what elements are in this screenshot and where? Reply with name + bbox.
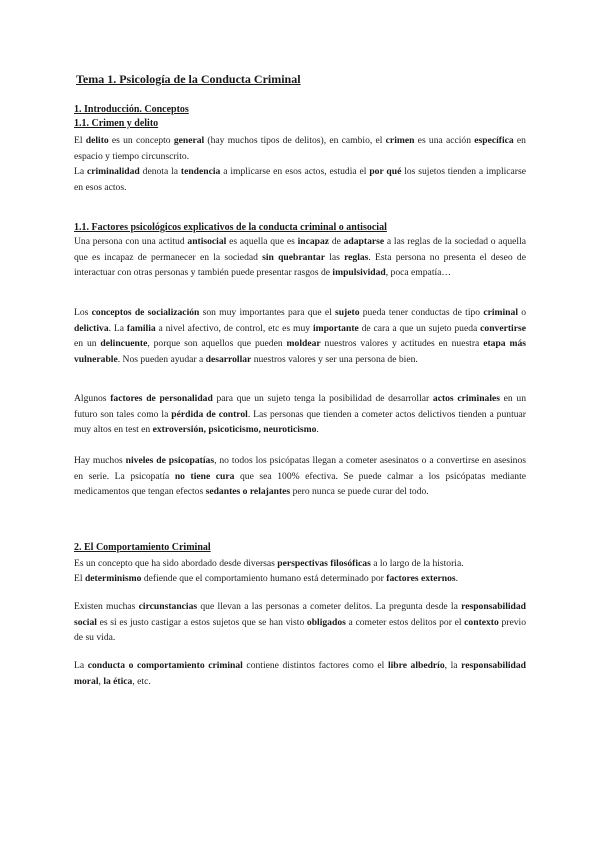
paragraph-conducta xyxy=(74,658,526,689)
text-run: La xyxy=(74,660,88,671)
text-run: a las reglas de la sociedad o aquella que es incapaz de permanecer en la sociedad xyxy=(74,236,527,263)
bold-term: responsabilidad social xyxy=(74,601,526,628)
bold-term: sin quebrantar xyxy=(262,251,325,263)
text-run: de xyxy=(329,236,344,247)
bold-term: pérdida de control xyxy=(171,408,248,420)
bold-term: delito xyxy=(85,135,109,146)
text-run: previo de su vida. xyxy=(74,616,526,644)
bold-term: sujeto xyxy=(334,307,360,318)
bold-term: factores externos xyxy=(386,573,456,584)
text-run: , no todos los psicópatas llegan a cometer asesinatos o a convertirse en asesinos en serie. La psicopatía xyxy=(74,455,526,482)
paragraph-antisocial xyxy=(74,234,526,281)
bold-term: niveles de psicopatías xyxy=(125,455,215,466)
text-run: , poca empatía… xyxy=(385,267,451,279)
bold-term: antisocial xyxy=(187,236,227,247)
text-run: a cometer estos delitos por el xyxy=(345,616,465,628)
text-run: en un futuro son tales como la xyxy=(74,393,526,420)
bold-term: responsabilidad moral xyxy=(74,660,526,687)
text-run: para que un sujeto tenga la posibilidad de desarrollar xyxy=(212,393,433,404)
bold-term: delictiva xyxy=(74,322,109,334)
text-run: las xyxy=(324,251,345,263)
bold-term: actos criminales xyxy=(432,393,500,404)
text-run: . xyxy=(455,573,459,584)
text-run: . La xyxy=(108,322,127,334)
bold-term: perspectivas filosóficas xyxy=(277,558,371,569)
bold-term: moldear xyxy=(286,338,321,350)
bold-term: impulsividad xyxy=(332,267,386,279)
text-run: en un xyxy=(74,338,101,350)
text-run: contiene distintos factores como el xyxy=(242,660,388,671)
text-run: los sujetos tienden a implicarse en esos actos. xyxy=(74,166,526,193)
section-heading-comportamiento: 2. El Comportamiento Criminal xyxy=(74,542,211,553)
text-run: que sea 100% efectiva. Se puede calmar a los psicópatas mediante medicamentos que tengan efectos xyxy=(74,470,527,498)
bold-term: criminal xyxy=(483,307,518,318)
text-run: Existen muchas xyxy=(74,601,139,612)
paragraph-perspectivas xyxy=(74,556,526,572)
bold-term: desarrollar xyxy=(205,353,252,365)
paragraph-delito xyxy=(74,133,526,164)
subsection-heading-crimen: 1.1. Crimen y delito xyxy=(74,118,159,129)
paragraph-criminalidad xyxy=(74,164,526,195)
bold-term: obligados xyxy=(306,616,346,628)
paragraph-determinismo xyxy=(74,571,526,587)
text-run: , la xyxy=(444,660,462,671)
bold-term: convertirse xyxy=(480,322,526,334)
text-run: denota la xyxy=(139,166,181,177)
text-run: . Nos pueden ayudar a xyxy=(117,353,206,365)
bold-term: importante xyxy=(312,322,359,334)
text-run: a lo largo de la historia. xyxy=(370,558,464,569)
bold-term: criminalidad xyxy=(87,166,140,177)
text-run: . xyxy=(316,424,319,436)
subsection-heading-factores: 1.1. Factores psicológicos explicativos de la conducta criminal o antisocial xyxy=(74,222,387,233)
text-run: es un concepto xyxy=(108,135,174,146)
bold-term: por qué xyxy=(369,166,402,177)
bold-term: determinismo xyxy=(84,573,142,584)
text-run: . Las personas que tienden a cometer actos delictivos tienden a puntuar muy altos en test en xyxy=(74,408,526,436)
bold-term: reglas xyxy=(344,251,369,263)
bold-term: factores de personalidad xyxy=(110,393,213,404)
bold-term: la ética xyxy=(103,675,133,687)
text-run: Es un concepto que ha sido abordado desde diversas xyxy=(74,558,278,569)
text-run: o xyxy=(517,307,527,318)
text-run: (hay muchos tipos de delitos), en cambio, el xyxy=(204,135,386,146)
bold-term: circunstancias xyxy=(138,601,198,612)
paragraph-circunstancias xyxy=(74,599,526,646)
bold-term: crimen xyxy=(385,135,415,146)
bold-term: conducta o comportamiento criminal xyxy=(87,660,243,671)
bold-term: general xyxy=(173,135,205,146)
bold-term: sedantes o relajantes xyxy=(205,486,291,498)
bold-term: libre albedrío xyxy=(387,660,445,671)
bold-term: extroversión, psicoticismo, neuroticismo xyxy=(152,424,317,436)
text-run: a nivel afectivo, de control, etc es muy xyxy=(155,322,313,334)
paragraph-personalidad xyxy=(74,391,526,438)
text-run: El xyxy=(74,573,85,584)
bold-term: específica xyxy=(474,135,514,146)
text-run: Hay muchos xyxy=(74,455,126,466)
bold-term: adaptarse xyxy=(343,236,385,247)
text-run: es una acción xyxy=(414,135,475,146)
text-run: El xyxy=(74,135,86,146)
text-run: que llevan a las personas a cometer delitos. La pregunta desde la xyxy=(197,601,462,612)
bold-term: conceptos de socialización xyxy=(91,307,200,318)
text-run: son muy importantes para que el xyxy=(199,307,335,318)
text-run: pero nunca se puede curar del todo. xyxy=(290,486,429,498)
bold-term: delincuente xyxy=(100,338,148,350)
bold-term: no tiene cura xyxy=(174,470,235,482)
text-run: a implicarse en esos actos, estudia el xyxy=(220,166,370,177)
text-run: La xyxy=(74,166,87,177)
text-run: en espacio y tiempo circunscrito. xyxy=(74,135,526,162)
text-run: , etc. xyxy=(132,675,151,687)
bold-term: familia xyxy=(126,322,156,334)
text-run: Una persona con una actitud xyxy=(74,236,188,247)
text-run: nuestros valores y ser una persona de bien. xyxy=(251,353,418,365)
text-run: es aquella que es xyxy=(226,236,298,247)
paragraph-psicopatias xyxy=(74,453,526,500)
bold-term: incapaz xyxy=(297,236,330,247)
bold-term: tendencia xyxy=(180,166,221,177)
text-run: , porque son aquellos que pueden xyxy=(147,338,287,350)
text-run: defiende que el comportamiento humano está determinado por xyxy=(141,573,387,584)
text-run: Los xyxy=(74,307,92,318)
text-run: . Esta persona no presenta el deseo de interactuar con otras personas y también puede presentar rasgos de xyxy=(74,251,526,279)
text-run: es si es justo castigar a estos sujetos que se han visto xyxy=(96,616,307,628)
text-run: Algunos xyxy=(74,393,111,404)
document-title: Tema 1. Psicología de la Conducta Criminal xyxy=(76,72,301,86)
text-run: nuestros valores y actitudes en nuestra xyxy=(320,338,484,350)
section-heading-intro: 1. Introducción. Conceptos xyxy=(74,104,189,115)
text-run: pueda tener conductas de tipo xyxy=(359,307,484,318)
bold-term: etapa más vulnerable xyxy=(74,338,526,365)
paragraph-socializacion xyxy=(74,305,526,367)
text-run: de cara a que un sujeto pueda xyxy=(358,322,481,334)
bold-term: contexto xyxy=(464,616,499,628)
text-run: , xyxy=(98,675,104,687)
